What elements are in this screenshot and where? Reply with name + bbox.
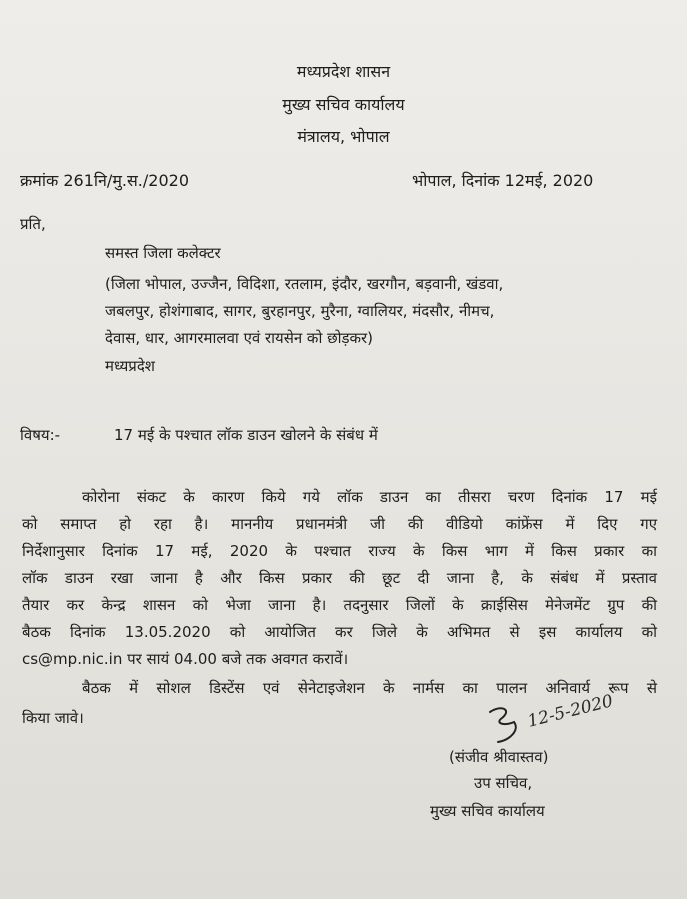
recipient-state: मध्यप्रदेश <box>105 357 156 375</box>
letterhead-office: मुख्य सचिव कार्यालय <box>282 95 405 114</box>
reference-number: क्रमांक 261नि/मु.स./2020 <box>20 171 189 190</box>
body-line: बैठक दिनांक 13.05.2020 को आयोजित कर जिले के अभिमत से इस कार्यालय को <box>22 623 657 641</box>
body-line: कोरोना संकट के कारण किये गये लॉक डाउन का तीसरा चरण दिनांक 17 मई <box>82 488 657 506</box>
body-line: को समाप्त हो रहा है। माननीय प्रधानमंत्री जी की वीडियो कांफ्रेंस में दिए गए <box>22 515 657 533</box>
body-line: किया जावे। <box>22 709 84 727</box>
signatory-name: (संजीव श्रीवास्तव) <box>449 748 549 766</box>
body-line: तैयार कर केन्द्र शासन को भेजा जाना है। तदनुसार जिलों के क्राईसिस मेनेजमेंट ग्रुप की <box>22 596 657 614</box>
email-line: cs@mp.nic.in पर सायं 04.00 बजे तक अवगत करावें। <box>22 650 349 668</box>
signatory-office: मुख्य सचिव कार्यालय <box>430 802 545 820</box>
subject-text: 17 मई के पश्चात लॉक डाउन खोलने के संबंध में <box>114 426 378 444</box>
body-line: निर्देशानुसार दिनांक 17 मई, 2020 के पश्चात राज्य के किस भाग में किस प्रकार का <box>22 542 657 560</box>
signature-date: 12-5-2020 <box>525 691 616 732</box>
body-line: बैठक में सोशल डिस्टेंस एवं सेनेटाइजेशन के नार्मस का पालन अनिवार्य रूप से <box>82 679 657 697</box>
subject-label: विषय:- <box>20 426 61 444</box>
recipient-title: समस्त जिला कलेक्टर <box>105 244 221 262</box>
prati-label: प्रति, <box>20 215 46 233</box>
signatory-designation: उप सचिव, <box>474 774 533 792</box>
letterhead-government: मध्यप्रदेश शासन <box>296 62 391 81</box>
exclusion-line: देवास, धार, आगरमालवा एवं रायसेन को छोड़कर) <box>105 329 374 347</box>
exclusion-line: (जिला भोपाल, उज्जैन, विदिशा, रतलाम, इंदौर, खरगौन, बड़वानी, खंडवा, <box>105 275 504 293</box>
exclusion-line: जबलपुर, होशंगाबाद, सागर, बुरहानपुर, मुरैना, ग्वालियर, मंदसौर, नीमच, <box>105 302 495 320</box>
place-date: भोपाल, दिनांक 12मई, 2020 <box>412 171 594 190</box>
body-line: लॉक डाउन रखा जाना है और किस प्रकार की छूट दी जाना है, के संबंध में प्रस्ताव <box>22 569 657 587</box>
letterhead-location: मंत्रालय, भोपाल <box>297 127 390 146</box>
